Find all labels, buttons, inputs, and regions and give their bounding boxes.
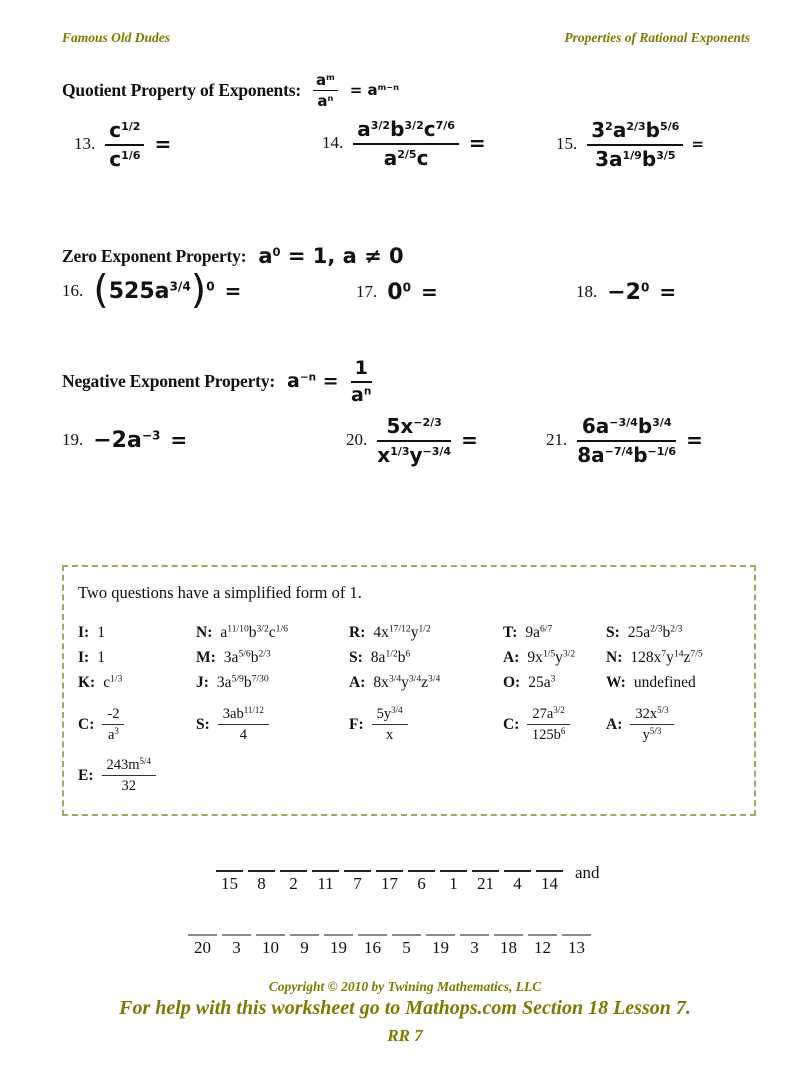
answer-blank: [248, 870, 275, 894]
blank-line: [504, 870, 531, 872]
equals-sign: =: [691, 135, 704, 153]
problem-number: 18.: [576, 282, 598, 301]
key-entry: [503, 705, 606, 744]
key-entry: [349, 705, 503, 744]
answer-blank: [440, 870, 467, 894]
blank-line: [280, 870, 307, 872]
blank-number: 12: [534, 938, 551, 957]
blank-line: [248, 870, 275, 872]
key-letter: S:: [196, 715, 210, 733]
fraction-numerator: $3^2a^{2/3}b^{5/6}$: [587, 118, 683, 146]
answer-blank: [280, 870, 307, 894]
answer-blank: [426, 934, 455, 958]
key-value: $c^{1/3}$: [103, 673, 123, 691]
key-letter: W:: [606, 674, 626, 691]
key-letter: T:: [503, 624, 518, 641]
fraction-numerator: $a^m$: [313, 71, 338, 91]
key-letter: A:: [606, 715, 623, 733]
quotient-formula-rhs: = $a^{m-n}$: [349, 81, 400, 99]
blank-number: 15: [221, 874, 238, 893]
key-letter: A:: [349, 674, 366, 691]
zero-formula: $a^0 = 1$, a ≠ 0: [258, 244, 404, 268]
key-entry: [196, 705, 349, 744]
quotient-formula-fraction: [313, 71, 338, 110]
fraction-denominator: $a^n$: [351, 383, 372, 406]
answer-blank: [222, 934, 251, 958]
blank-number: 2: [289, 874, 298, 893]
key-entry: [503, 670, 606, 695]
key-fraction: [102, 705, 124, 744]
blank-number: 19: [432, 938, 449, 957]
key-entry: [349, 620, 503, 645]
blank-line: [256, 934, 285, 936]
fraction-denominator: x: [386, 727, 394, 744]
key-value: 1: [97, 624, 105, 641]
blank-line: [358, 934, 387, 936]
problem-16: [62, 264, 241, 318]
problem-21: [546, 404, 703, 476]
answer-blank: [216, 870, 243, 894]
answer-blank: [460, 934, 489, 958]
negative-property-heading: [62, 348, 372, 414]
blank-number: 17: [381, 874, 398, 893]
problem-17: [356, 272, 438, 312]
key-row-fractions: [78, 705, 744, 744]
fraction-numerator: $c^{1/2}$: [105, 118, 144, 146]
key-letter: C:: [78, 715, 95, 733]
key-letter: N:: [606, 649, 623, 666]
key-entry: [196, 670, 349, 695]
and-label: and: [575, 863, 600, 882]
key-value: $25a^{2/3}b^{2/3}$: [627, 623, 683, 641]
answer-blank: [188, 934, 217, 958]
key-fraction: [527, 705, 569, 744]
key-entry: [503, 620, 606, 645]
key-letter: E:: [78, 766, 94, 784]
key-entry: [606, 705, 744, 744]
blank-number: 14: [541, 874, 558, 893]
answer-blank: [504, 870, 531, 894]
blank-line: [216, 870, 243, 872]
key-value: $25a^3$: [528, 673, 556, 691]
fraction-numerator: $3ab^{11/12}$: [218, 705, 269, 725]
blank-number: 7: [353, 874, 362, 893]
blank-number: 20: [194, 938, 211, 957]
problem-fraction: [353, 117, 459, 170]
blank-number: 3: [470, 938, 479, 957]
equals-sign: =: [154, 132, 172, 156]
key-value: $3a^{5/6}b^{2/3}$: [223, 648, 271, 666]
blank-line: [222, 934, 251, 936]
key-value: 1: [97, 649, 105, 666]
problem-number: 19.: [62, 430, 84, 449]
key-fraction: [102, 756, 157, 795]
problem-number: 16.: [62, 281, 84, 300]
blank-line: [494, 934, 523, 936]
fraction-denominator: $125b^6$: [531, 726, 566, 744]
blank-line: [376, 870, 403, 872]
problem-number: 17.: [356, 282, 378, 301]
blank-line: [290, 934, 319, 936]
answer-blanks-row-1: [216, 863, 600, 894]
key-entry: [606, 670, 744, 695]
blank-line: [562, 934, 591, 936]
blank-number: 19: [330, 938, 347, 957]
header-right-title: Properties of Rational Exponents: [564, 30, 750, 45]
key-entry: [78, 670, 196, 695]
key-letter: A:: [503, 649, 520, 666]
blank-line: [460, 934, 489, 936]
key-value: $8x^{3/4}y^{3/4}z^{3/4}$: [373, 673, 441, 691]
blank-number: 16: [364, 938, 381, 957]
problem-fraction: [587, 118, 683, 171]
page-header: [62, 30, 750, 46]
quotient-title: Quotient Property of Exponents:: [62, 79, 301, 100]
key-fraction: [372, 705, 408, 744]
key-note: Two questions have a simplified form of 1.: [78, 583, 362, 602]
key-row-last: [78, 756, 744, 795]
key-value: undefined: [633, 674, 696, 691]
answer-blank: [256, 934, 285, 958]
blank-line: [188, 934, 217, 936]
key-entry: [78, 645, 196, 670]
answer-blanks-row-2: [188, 934, 596, 958]
fraction-denominator: $a^{2/5}c$: [383, 145, 429, 170]
blank-number: 9: [300, 938, 309, 957]
problem-15: [556, 112, 704, 176]
answer-blank: [392, 934, 421, 958]
answer-blank: [408, 870, 435, 894]
problem-expression: $(525a^{3/4})^0$: [93, 266, 215, 313]
worksheet-code: RR 7: [387, 1026, 423, 1045]
problem-number: 14.: [322, 133, 344, 152]
copyright-line: Copyright © 2010 by Twining Mathematics, LLC: [268, 979, 542, 994]
equals-sign: =: [659, 280, 677, 304]
blank-number: 11: [317, 874, 334, 893]
answer-blank: [536, 870, 563, 894]
fraction-denominator: $3a^{1/9}b^{3/5}$: [595, 146, 676, 171]
key-value: $8a^{1/2}b^6$: [370, 648, 411, 666]
help-line: For help with this worksheet go to Mathops.com Section 18 Lesson 7.: [119, 997, 691, 1019]
key-letter: S:: [606, 624, 620, 641]
key-value: $9x^{1/5}y^{3/2}$: [527, 648, 576, 666]
problem-expression: $-2a^{-3}$: [93, 427, 161, 453]
key-value: $9a^{6/7}$: [525, 623, 553, 641]
fraction-numerator: $32x^{5/3}$: [630, 705, 673, 725]
key-entry: [349, 670, 503, 695]
blank-line: [440, 870, 467, 872]
answer-blank: [562, 934, 591, 958]
fraction-denominator: $a^3$: [107, 726, 119, 744]
blank-number: 4: [513, 874, 522, 893]
equals-sign: =: [170, 428, 188, 452]
header-left-title: Famous Old Dudes: [62, 30, 171, 45]
fraction-denominator: $8a^{-7/4}b^{-1/6}$: [577, 442, 677, 467]
answer-blank: [472, 870, 499, 894]
blank-number: 10: [262, 938, 279, 957]
problem-number: 13.: [74, 134, 96, 153]
key-row-3: [78, 670, 744, 695]
key-entry: [349, 645, 503, 670]
negative-formula-fraction: [351, 357, 372, 406]
blank-number: 1: [449, 874, 458, 893]
key-value: $a^{11/10}b^{3/2}c^{1/6}$: [220, 623, 288, 641]
key-entry: [78, 756, 196, 795]
equals-sign: =: [468, 131, 486, 155]
fraction-numerator: $5x^{-2/3}$: [377, 414, 451, 442]
fraction-denominator: $y^{5/3}$: [642, 726, 662, 744]
zero-title: Zero Exponent Property:: [62, 245, 247, 266]
blank-number: 18: [500, 938, 517, 957]
answer-blank: [528, 934, 557, 958]
key-entry: [196, 645, 349, 670]
key-letter: K:: [78, 674, 96, 691]
blank-number: 21: [477, 874, 494, 893]
answer-key-box: [62, 565, 756, 816]
fraction-numerator: $27a^{3/2}$: [527, 705, 569, 725]
blank-number: 6: [417, 874, 426, 893]
key-entry: [78, 620, 196, 645]
fraction-denominator: $x^{1/3}y^{-3/4}$: [377, 442, 452, 467]
key-entry: [606, 645, 744, 670]
blank-number: 13: [568, 938, 585, 957]
key-value: $3a^{5/9}b^{7/30}$: [216, 673, 269, 691]
blank-line: [528, 934, 557, 936]
fraction-numerator: $6a^{-3/4}b^{3/4}$: [577, 414, 676, 442]
key-value: $128x^7y^{14}z^{7/5}$: [630, 648, 703, 666]
key-letter: S:: [349, 649, 363, 666]
problem-18: [576, 272, 676, 312]
answer-blank: [290, 934, 319, 958]
answer-blank: [312, 870, 339, 894]
equals-sign: =: [224, 279, 242, 303]
key-entry: [503, 645, 606, 670]
blank-number: 8: [257, 874, 266, 893]
problem-expression: $-2^0$: [607, 279, 650, 305]
fraction-denominator: $c^{1/6}$: [109, 146, 141, 171]
problem-19: [62, 420, 187, 460]
problem-number: 21.: [546, 430, 568, 449]
blank-line: [426, 934, 455, 936]
answer-blank: [494, 934, 523, 958]
key-letter: N:: [196, 624, 213, 641]
negative-formula-lhs: $a^{-n}$ =: [287, 370, 339, 392]
key-letter: I:: [78, 649, 90, 666]
key-letter: O:: [503, 674, 521, 691]
blank-line: [536, 870, 563, 872]
blank-line: [472, 870, 499, 872]
key-letter: F:: [349, 715, 364, 733]
blank-line: [392, 934, 421, 936]
key-row-1: [78, 620, 744, 645]
equals-sign: =: [420, 280, 438, 304]
blank-line: [344, 870, 371, 872]
blank-line: [312, 870, 339, 872]
problem-number: 20.: [346, 430, 368, 449]
fraction-numerator: 1: [351, 357, 372, 383]
key-letter: C:: [503, 715, 520, 733]
key-entry: [606, 620, 744, 645]
equals-sign: =: [686, 428, 703, 452]
fraction-denominator: 4: [239, 727, 247, 744]
answer-blank: [344, 870, 371, 894]
problem-13: [74, 112, 171, 176]
equals-sign: =: [461, 428, 478, 452]
key-letter: R:: [349, 624, 366, 641]
key-value: $4x^{17/12}y^{1/2}$: [373, 623, 431, 641]
key-row-2: [78, 645, 744, 670]
problem-fraction: [577, 414, 676, 467]
fraction-numerator: -2: [102, 705, 124, 725]
fraction-numerator: $243m^{5/4}$: [102, 756, 157, 776]
fraction-numerator: $5y^{3/4}$: [372, 705, 408, 725]
problem-20: [346, 404, 478, 476]
fraction-denominator: $a^n$: [317, 91, 334, 110]
key-fraction: [218, 705, 269, 744]
answer-blank: [324, 934, 353, 958]
blank-line: [408, 870, 435, 872]
fraction-numerator: $a^{3/2}b^{3/2}c^{7/6}$: [353, 117, 459, 145]
key-entry: [78, 705, 196, 744]
blank-number: 3: [232, 938, 241, 957]
key-letter: M:: [196, 649, 216, 666]
answer-blank: [358, 934, 387, 958]
answer-blank: [376, 870, 403, 894]
blank-number: 5: [402, 938, 411, 957]
key-letter: I:: [78, 624, 90, 641]
blank-line: [324, 934, 353, 936]
key-fraction: [630, 705, 673, 744]
negative-title: Negative Exponent Property:: [62, 370, 275, 391]
problem-number: 15.: [556, 134, 578, 153]
problem-fraction: [377, 414, 451, 467]
problem-expression: $0^0$: [387, 279, 411, 305]
problem-14: [322, 106, 486, 180]
problem-fraction: [105, 118, 144, 171]
key-entry: [196, 620, 349, 645]
fraction-denominator: 32: [121, 778, 136, 795]
key-letter: J:: [196, 674, 209, 691]
